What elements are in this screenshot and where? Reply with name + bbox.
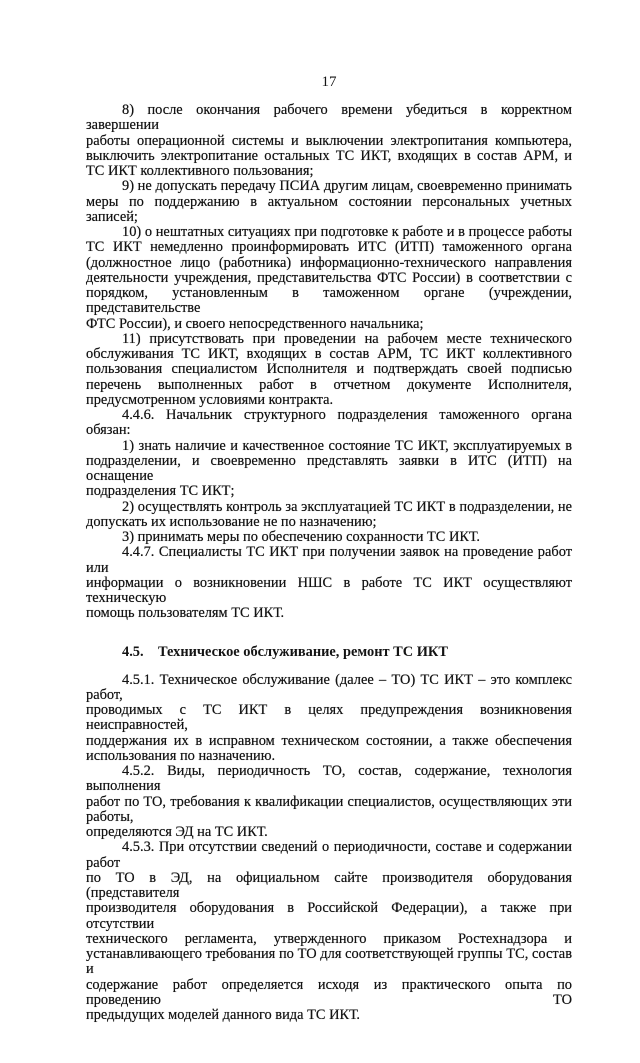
text-line: 1) знать наличие и качественное состояние ТС ИКТ, эксплуатируемых в — [122, 437, 572, 454]
text-line: определяются ЭД на ТС ИКТ. — [86, 824, 268, 840]
text-line: 10) о нештатных ситуациях при подготовке к работе и в процессе работы — [122, 224, 572, 240]
text-line: ТС ИКТ коллективного пользования; — [86, 163, 314, 179]
text-line: устанавливающего требования по ТО для соответствующей группы ТС, состав и — [86, 946, 572, 978]
paragraph — [86, 545, 572, 621]
text-line: допускать их использование не по назначению; — [86, 513, 377, 530]
paragraph — [86, 408, 572, 439]
paragraph — [86, 673, 572, 765]
text-line: 11) присутствовать при проведении на рабочем месте технического — [122, 330, 572, 347]
text-line: перечень выполненных работ в отчетном документе Исполнителя, — [86, 376, 572, 393]
text-line: 8) после окончания рабочего времени убедиться в корректном завершении — [86, 102, 572, 134]
paragraph — [86, 530, 572, 545]
section-title: Техническое обслуживание, ремонт ТС ИКТ — [158, 643, 448, 660]
text-line: подразделения ТС ИКТ; — [86, 483, 235, 500]
text-line: использования по назначению. — [86, 747, 276, 764]
section-number: 4.5. — [122, 643, 144, 660]
text-line: ТС ИКТ немедленно проинформировать ИТС (ИТП) таможенного органа — [86, 239, 572, 256]
paragraph — [86, 840, 572, 1023]
text-line: 4.4.6. Начальник структурного подразделения таможенного органа обязан: — [86, 407, 572, 439]
text-line: ФТС России), и своего непосредственного начальника; — [86, 315, 424, 332]
text-line: работы операционной системы и выключении электропитания компьютера, — [86, 132, 572, 149]
text-line: подразделении, и своевременно представлять заявки в ИТС (ИТП) на оснащение — [86, 452, 572, 484]
text-line: предыдущих моделей данного вида ТС ИКТ. — [86, 1007, 361, 1023]
text-line: меры по поддержанию в актуальном состоянии персональных учетных записей; — [86, 193, 572, 225]
text-line: помощь пользователям ТС ИКТ. — [86, 605, 285, 622]
text-line: обслуживания ТС ИКТ, входящих в состав АРМ, ТС ИКТ коллективного — [86, 346, 572, 362]
text-line: порядком, установленным в таможенном органе (учреждении, представительстве — [86, 285, 572, 317]
text-line: выключить электропитание остальных ТС ИКТ, входящих в состав АРМ, и — [86, 147, 572, 164]
text-line: 4.5.1. Техническое обслуживание (далее – ТО) ТС ИКТ – это комплекс работ, — [86, 671, 572, 703]
text-line: 3) принимать меры по обеспечению сохранности ТС ИКТ. — [122, 529, 480, 545]
text-line: 2) осуществлять контроль за эксплуатацией ТС ИКТ в подразделении, не — [122, 498, 572, 515]
paragraph — [86, 439, 572, 500]
text-line: 4.5.2. Виды, периодичность ТО, состав, содержание, технология выполнения — [86, 763, 572, 795]
section-4-5-body — [86, 673, 572, 1024]
text-line: 4.5.3. При отсутствии сведений о периодичности, составе и содержании работ — [86, 839, 572, 871]
text-line: проводимых с ТС ИКТ в целях предупреждения возникновения неисправностей, — [86, 702, 572, 734]
text-line: предусмотренном условиями контракта. — [86, 391, 334, 408]
paragraph — [86, 103, 572, 179]
paragraph — [86, 764, 572, 840]
text-line: содержание работ определяется исходя из практического опыта по проведению ТО — [86, 976, 572, 1008]
paragraph — [86, 179, 572, 225]
text-line: технического регламента, утвержденного приказом Ростехнадзора и — [86, 930, 572, 947]
paragraph — [86, 332, 572, 408]
text-line: информации о возникновении НШС в работе ТС ИКТ осуществляют техническую — [86, 574, 572, 606]
text-line: пользования специалистом Исполнителя и подтверждать своей подписью — [86, 361, 572, 378]
text-line: поддержания их в исправном техническом состоянии, а также обеспечения — [86, 732, 572, 749]
text-line: 4.4.7. Специалисты ТС ИКТ при получении заявок на проведение работ или — [86, 544, 572, 576]
text-line: (должностное лицо (работника) информационно-технического направления — [86, 254, 572, 271]
section-heading — [86, 644, 572, 660]
paragraph — [86, 225, 572, 332]
paragraph — [86, 500, 572, 531]
section-4-4-continuation — [86, 103, 572, 622]
text-line: производителя оборудования в Российской Федерации), а также при отсутствии — [86, 900, 572, 932]
text-line: 9) не допускать передачу ПСИА другим лицам, своевременно принимать — [122, 178, 572, 195]
text-line: работ по ТО, требования к квалификации специалистов, осуществляющих эти работы, — [86, 793, 572, 825]
text-line: по ТО в ЭД, на официальном сайте производителя оборудования (представителя — [86, 869, 572, 901]
page-number: 17 — [321, 74, 337, 90]
text-line: деятельности учреждения, представительства ФТС России) в соответствии с — [86, 269, 572, 286]
